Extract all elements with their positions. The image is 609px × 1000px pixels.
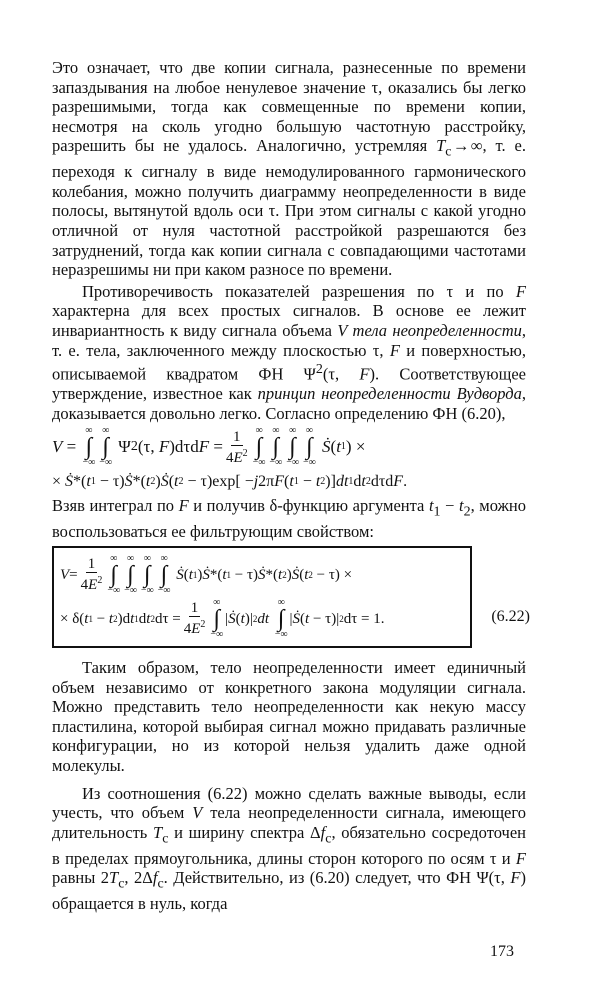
paragraph-1: Это означает, что две копии сигнала, разнесенные по времени запаздывания на любое ненулевое значение τ, оказались бы легко разрешимыми, тогда как совмещенные по времени копии, несмотря на сколь угодно большую частотную расстройку, разрешить бы не удалось. Аналогично, устремляя $T_c$ → ∞, т. е. переходя к сигналу в виде немодулированного гармонического колебания, можно получить диаграмму неопределенности в виде полосы, вытянутой вдоль оси τ. При этом сигналы с какой угодно отличной от нуля частотной расстройкой разрешаются без затруднений, тогда как копии сигнала с совпадающими частотами неразрешимы ни при каком разносе по времени. xyxy=(52,58,526,280)
page-body xyxy=(52,58,530,914)
equation-1-line-1: V = ∞ ∫ −∞ ∞ ∫ −∞ Ψ 2 (τ, F )dτd F = $\frac{1}{4E^2}$ ∞ ∫ −∞ ∞ ∫ −∞ ∞ ∫ −∞ ∞ ∫ −∞ Ṡ ( t 1 ) × xyxy=(52,425,366,469)
paragraph-4: Таким образом, тело неопределенности имеет единичный объем независимо от конкретного закона модуляции сигнала. Можно представить тело неопределенности как некую массу пластилина, которой выбирая сигнал можно придавать различные конфигурации, но из которой нельзя удалить даже одной молекулы. xyxy=(52,657,526,775)
page-number: 173 xyxy=(490,943,514,960)
equation-box xyxy=(52,546,472,648)
paragraph-5: Из соотношения (6.22) можно сделать важные выводы, если учесть, что объем V тела неопределенности сигнала, имеющего длительность $T_c$ и ширину спектра $\Delta f_c$, обязательно сосредоточен в пределах прямоугольника, длины сторон которого по осям τ и F равны $2T_c$, $2\Delta f_c$. Действительно, из (6.20) следует, что ФН Ψ(τ, F) обращается в нуль, когда xyxy=(52,783,526,914)
equation-number: (6.22) xyxy=(491,607,530,625)
paragraph-2: Противоречивость показателей разрешения по τ и по F характерна для всех простых сигналов. В основе ее лежит инвариантность к виду сигнала объема V тела неопределенности, т. е. тела, заключенного между плоскостью τ, F и поверхностью, описываемой квадратом ФН $\Psi^2(\tau$, F). Соответствующее утверждение, известное как принцип неопределенности Вудворда, доказывается довольно легко. Согласно определению ФН (6.20), xyxy=(52,281,526,423)
boxed-equation xyxy=(52,546,530,648)
equation-2-line-1: V = $\frac{1}{4E^2}$ ∞ ∫ −∞ ∞ ∫ −∞ ∞ ∫ −∞ ∞ ∫ −∞ Ṡ ( t 1 ) Ṡ *( t 1 − τ) Ṡ *( t 2 ) Ṡ ( t 2 − τ) × xyxy=(60,552,353,596)
equation-1-line-2: × Ṡ *( t 1 − τ) Ṡ *( t 2 ) Ṡ ( t 2 − τ)exp[ − j 2π F ( t 1 − t 2 )] dt 1 d t 2 dτd F . xyxy=(52,473,408,491)
equation-2-line-2: × δ( t 1 − t 2 )d t 1 d t 2 dτ = $\frac{1}{4E^2}$ ∞ ∫ −∞ | Ṡ ( t )| 2 dt ∞ ∫ −∞ | Ṡ ( t − τ)| 2 dτ = 1. xyxy=(60,596,385,640)
paragraph-3: Взяв интеграл по F и получив δ-функцию аргумента $t_1 - t_2$, можно воспользоваться ее фильтрующим свойством: xyxy=(52,496,527,542)
